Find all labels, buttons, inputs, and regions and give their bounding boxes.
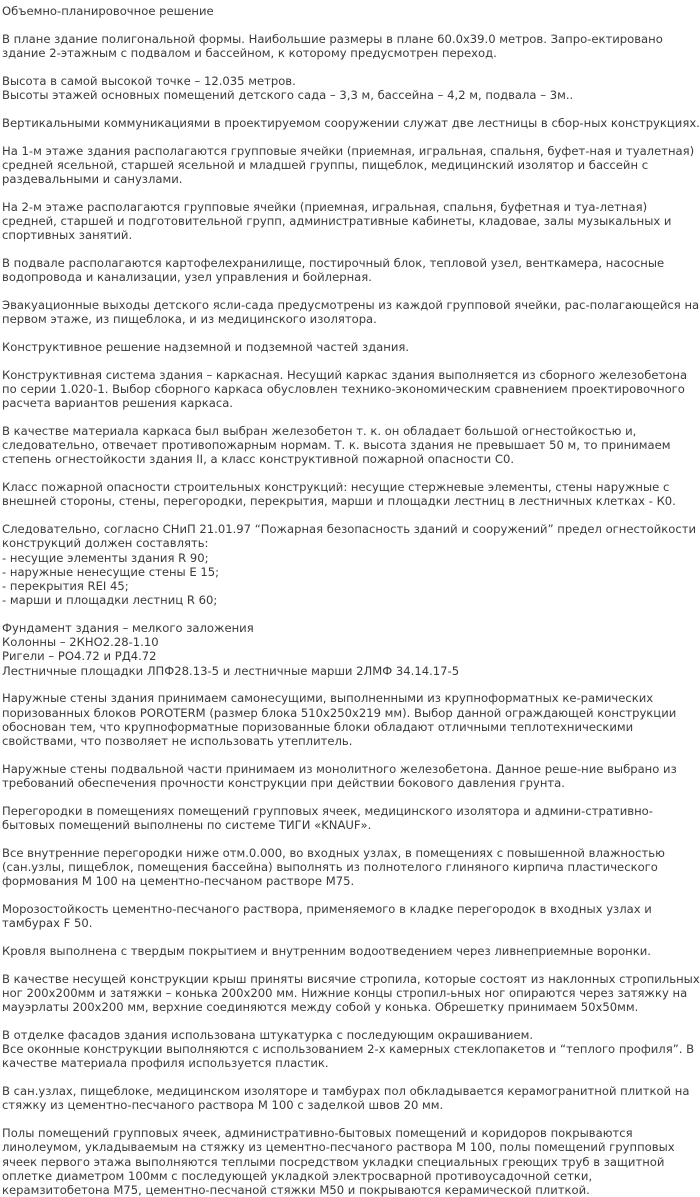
text-line: - несущие элементы здания R 90; — [2, 550, 209, 565]
paragraph — [2, 144, 700, 187]
paragraph — [2, 691, 700, 748]
text-line: В сан.узлах, пищеблоке, медицинском изоляторе и тамбурах пол обкладывается керамогранитной плиткой на стяжку из цементно-песчаного раствора М 100 с заделкой швов 20 мм. — [2, 1084, 690, 1113]
text-line: - перекрытия REI 45; — [2, 579, 129, 594]
text-line: Кровля выполнена с твердым покрытием и внутренним водоотведением через ливнеприемные воронки. — [2, 944, 651, 959]
text-line: В подвале располагаются картофелехранилище, постирочный блок, тепловой узел, венткамера, насосные водопровода и канализации, узел управления и бойлерная. — [2, 256, 665, 285]
text-line: Класс пожарной опасности строительных конструкций: несущие стержневые элементы, стены наружные с внешней стороны, стены, перегородки, перекрытия, марши и площадки лестниц в лестничных клетках - К0. — [2, 480, 676, 509]
text-line: Объемно-планировочное решение — [2, 4, 214, 18]
paragraph — [2, 846, 700, 889]
paragraph — [2, 116, 700, 130]
text-line: Вертикальными коммуникациями в проектируемом сооружении служат две лестницы в сбор-ных конструкциях. — [2, 115, 700, 130]
text-line: Конструктивное решение надземной и подземной частей здания. — [2, 340, 410, 354]
text-line: В качестве несущей конструкции крыш приняты висячие стропила, которые состоят из наклонных стропильных ног 200х200мм и затяжки – конька 200х200 мм. Нижние концы стропил-ьных ног опираются через затяжку на мауэрлаты 200х200 мм, верхние соединяются между собой у конька. Обрешетку принимаем 50х50мм. — [2, 971, 700, 1015]
paragraph — [2, 74, 700, 102]
paragraph — [2, 4, 700, 18]
text-line: Лестничные площадки ЛПФ28.13-5 и лестничные марши 2ЛМФ 34.14.17-5 — [2, 663, 460, 678]
text-line: Следовательно, согласно СНиП 21.01.97 “Пожарная безопасность зданий и сооружений” предел огнестойкости конструкций должен составлять: — [2, 522, 696, 551]
paragraph — [2, 1126, 700, 1197]
text-line: Все внутренние перегородки ниже отм.0.000, во входных узлах, в помещениях с повышенной влажностью (сан.узлы, пищеблок, помещения бассейна) выполнять из полнотелого глиняного кирпича пластического формования М 100 на цементно-песчаном растворе М75. — [2, 845, 665, 889]
paragraph — [2, 368, 700, 411]
paragraph — [2, 522, 700, 607]
text-line: - марши и площадки лестниц R 60; — [2, 593, 218, 608]
text-line: Наружные стены подвальной части принимаем из монолитного железобетона. Данное реше-ние выбрано из требований обеспечения прочности конструкции при действии бокового давления грунта. — [2, 761, 677, 791]
paragraph — [2, 480, 700, 508]
paragraph — [2, 340, 700, 354]
text-line: Перегородки в помещениях помещений групповых ячеек, медицинского изолятора и админи-стративно-бытовых помещений выполнены по системе ТИГИ «KNAUF». — [2, 803, 653, 833]
text-line: Эвакуационные выходы детского ясли-сада предусмотрены из каждой групповой ячейки, рас-полагающейся на первом этаже, из пищеблока, и из медицинского изолятора. — [2, 298, 700, 327]
paragraph — [2, 32, 700, 60]
paragraph — [2, 200, 700, 243]
text-line: В плане здание полигональной формы. Наибольшие размеры в плане 60.0х39.0 метров. Запро-ектировано здание 2-этажным с подвалом и бассейном, к которому предусмотрен переход. — [2, 31, 663, 60]
paragraph — [2, 621, 700, 678]
paragraph — [2, 902, 700, 930]
text-line: На 1-м этаже здания располагаются групповые ячейки (приемная, игральная, спальня, буфет-ная и туалетная) средней ясельной, старшей ясельной и младшей группы, пищеблок, медицинский изолятор и бассейн с раздевальными и санузлами. — [2, 143, 695, 186]
text-line: Высота в самой высокой точке – 12.035 метров. — [2, 73, 296, 88]
paragraph — [2, 944, 700, 958]
paragraph — [2, 298, 700, 326]
paragraph — [2, 1028, 700, 1071]
text-line: Конструктивная система здания – каркасная. Несущий каркас здания выполняется из сборного железобетона по серии 1.020-1. Выбор сборного каркаса обусловлен технико-экономическим сравнением проектировочного расчета вариантов решения каркаса. — [2, 367, 688, 411]
text-line: Морозостойкость цементно-песчаного раствора, применяемого в кладке перегородок в входных узлах и тамбурах F 50. — [2, 902, 652, 931]
text-line: В качестве материала каркаса был выбран железобетон т. к. он обладает большой огнестойкостью и, следовательно, отвечает противопожарным нормам. Т. к. высота здания не превышает 50 м, то принимаем степень огнестойкости здания II, а класс конструктивной пожарной опасности С0. — [2, 424, 671, 467]
text-line: Наружные стены здания принимаем самонесущими, выполненными из крупноформатных ке-рамических поризованных блоков POROTERM (размер блока 510х250х219 мм). Выбор данной ограждающей конструкции обоснован тем, что крупноформатные поризованные блоки обладают отличными теплотехническими свойствами, что позволяет не использовать утеплитель. — [2, 691, 677, 749]
text-line: Фундамент здания – мелкого заложения — [2, 621, 254, 636]
paragraph — [2, 256, 700, 284]
text-line: - наружные ненесущие стены Е 15; — [2, 564, 220, 579]
text-line: Колонны – 2КНО2.28-1.10 — [2, 635, 159, 650]
paragraph — [2, 1084, 700, 1112]
paragraph — [2, 762, 700, 790]
text-line: Высоты этажей основных помещений детского сада – 3,3 м, бассейна – 4,2 м, подвала – 3м.. — [2, 88, 574, 102]
text-line: Полы помещений групповых ячеек, административно-бытовых помещений и коридоров покрываются линолеумом, укладываемым на стяжку из цементно-песчаного раствора М 100, полы помещений групповых ячеек первого этажа выполняются теплыми посредством укладки специальных греющих труб в защитной оплетке диаметром 100мм с последующей укладкой электросварной противоусадочной сетки, керамзитобетона М75, цементно-песчаной стяжки М50 и покрываются керамической плиткой. — [2, 1126, 675, 1197]
text-line: В отделке фасадов здания использована штукатурка с последующим окрашиванием. — [2, 1028, 534, 1043]
text-line: Все оконные конструкции выполняются с использованием 2-х камерных стеклопакетов и “теплого профиля”. В качестве материала профиля используется пластик. — [2, 1042, 695, 1071]
text-line: Ригели – РО4.72 и РД4.72 — [2, 649, 157, 664]
text-line: На 2-м этаже располагаются групповые ячейки (приемная, игральная, спальня, буфетная и туа-летная) средней, старшей и подготовительной групп, административные кабинеты, кладовае, залы музыкальных и спортивных занятий. — [2, 199, 672, 243]
paragraph — [2, 424, 700, 467]
paragraph — [2, 804, 700, 832]
paragraph — [2, 972, 700, 1015]
